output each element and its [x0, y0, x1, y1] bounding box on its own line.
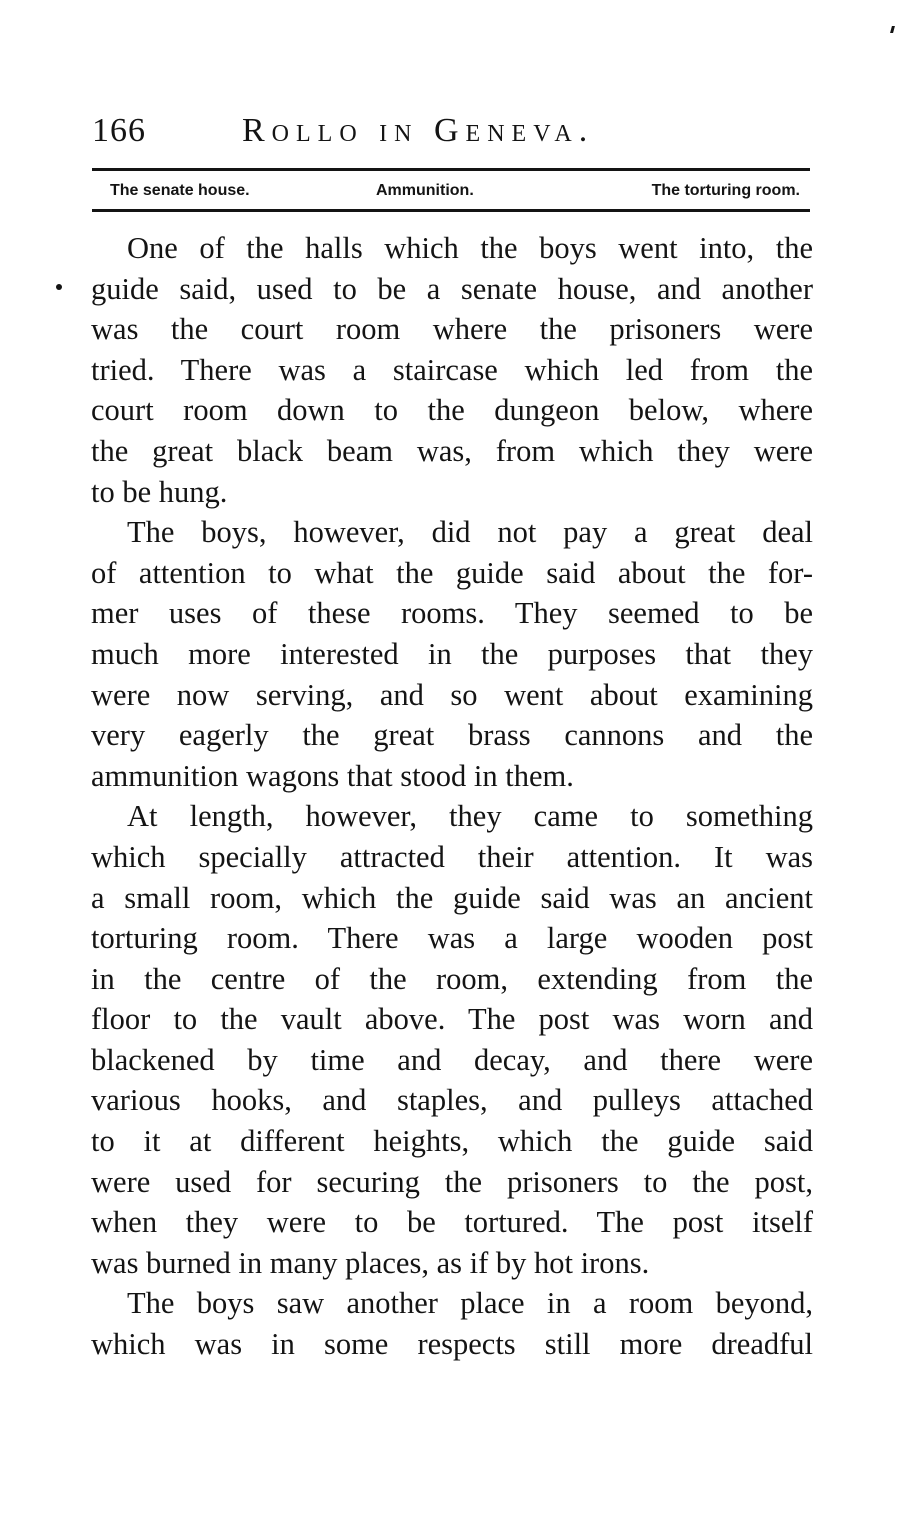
- side-note-senate-house: The senate house.: [110, 182, 250, 199]
- paragraph: [91, 228, 813, 512]
- text-line: the great black beam was, from which they were: [91, 433, 813, 468]
- side-note-ammunition: Ammunition.: [376, 182, 474, 199]
- text-line: which was in some respects still more dreadful: [91, 1327, 813, 1362]
- side-notes: [110, 176, 800, 206]
- text-line: guide said, used to be a senate house, and another: [91, 271, 813, 306]
- text-line: At length, however, they came to something: [127, 799, 813, 834]
- text-line: floor to the vault above. The post was worn and: [91, 1002, 813, 1037]
- text-line: to it at different heights, which the guide said: [91, 1124, 813, 1159]
- text-line: very eagerly the great brass cannons and the: [91, 718, 813, 753]
- paragraph: [91, 512, 813, 796]
- text-line: mer uses of these rooms. They seemed to be: [91, 596, 813, 631]
- text-line: were used for securing the prisoners to the post,: [91, 1164, 813, 1199]
- text-line: tried. There was a staircase which led from the: [91, 352, 813, 387]
- side-note-torturing-room: The torturing room.: [651, 182, 800, 199]
- text-line: was the court room where the prisoners were: [91, 312, 813, 347]
- text-line: ammunition wagons that stood in them.: [91, 758, 574, 793]
- text-line: One of the halls which the boys went into, the: [127, 231, 813, 265]
- paragraph: [91, 1283, 813, 1364]
- header-rule-bottom: [92, 209, 810, 212]
- text-line: much more interested in the purposes that they: [91, 636, 813, 671]
- text-line: The boys, however, did not pay a great deal: [127, 515, 813, 550]
- text-line: were now serving, and so went about examining: [91, 677, 813, 712]
- margin-dot: [56, 284, 62, 290]
- header-rule-top: [92, 168, 810, 171]
- text-line: in the centre of the room, extending from the: [91, 961, 813, 996]
- text-line: to be hung.: [91, 474, 228, 509]
- ink-speck: [890, 26, 895, 33]
- page-number: 166: [92, 112, 146, 149]
- text-line: court room down to the dungeon below, where: [91, 393, 813, 428]
- text-line: torturing room. There was a large wooden post: [91, 921, 813, 956]
- text-line: blackened by time and decay, and there were: [91, 1042, 813, 1077]
- text-line: which specially attracted their attention. It was: [91, 839, 813, 874]
- paragraph: [91, 796, 813, 1283]
- text-line: various hooks, and staples, and pulleys attached: [91, 1083, 813, 1118]
- text-line: of attention to what the guide said about the for-: [91, 555, 813, 590]
- text-line: when they were to be tortured. The post itself: [91, 1205, 813, 1240]
- text-line: was burned in many places, as if by hot irons.: [91, 1245, 650, 1280]
- text-line: The boys saw another place in a room beyond,: [127, 1286, 813, 1321]
- text-line: a small room, which the guide said was an ancient: [91, 880, 813, 915]
- book-title: Rollo in Geneva.: [242, 112, 595, 149]
- running-head: [92, 108, 810, 154]
- body-text: [91, 228, 813, 1365]
